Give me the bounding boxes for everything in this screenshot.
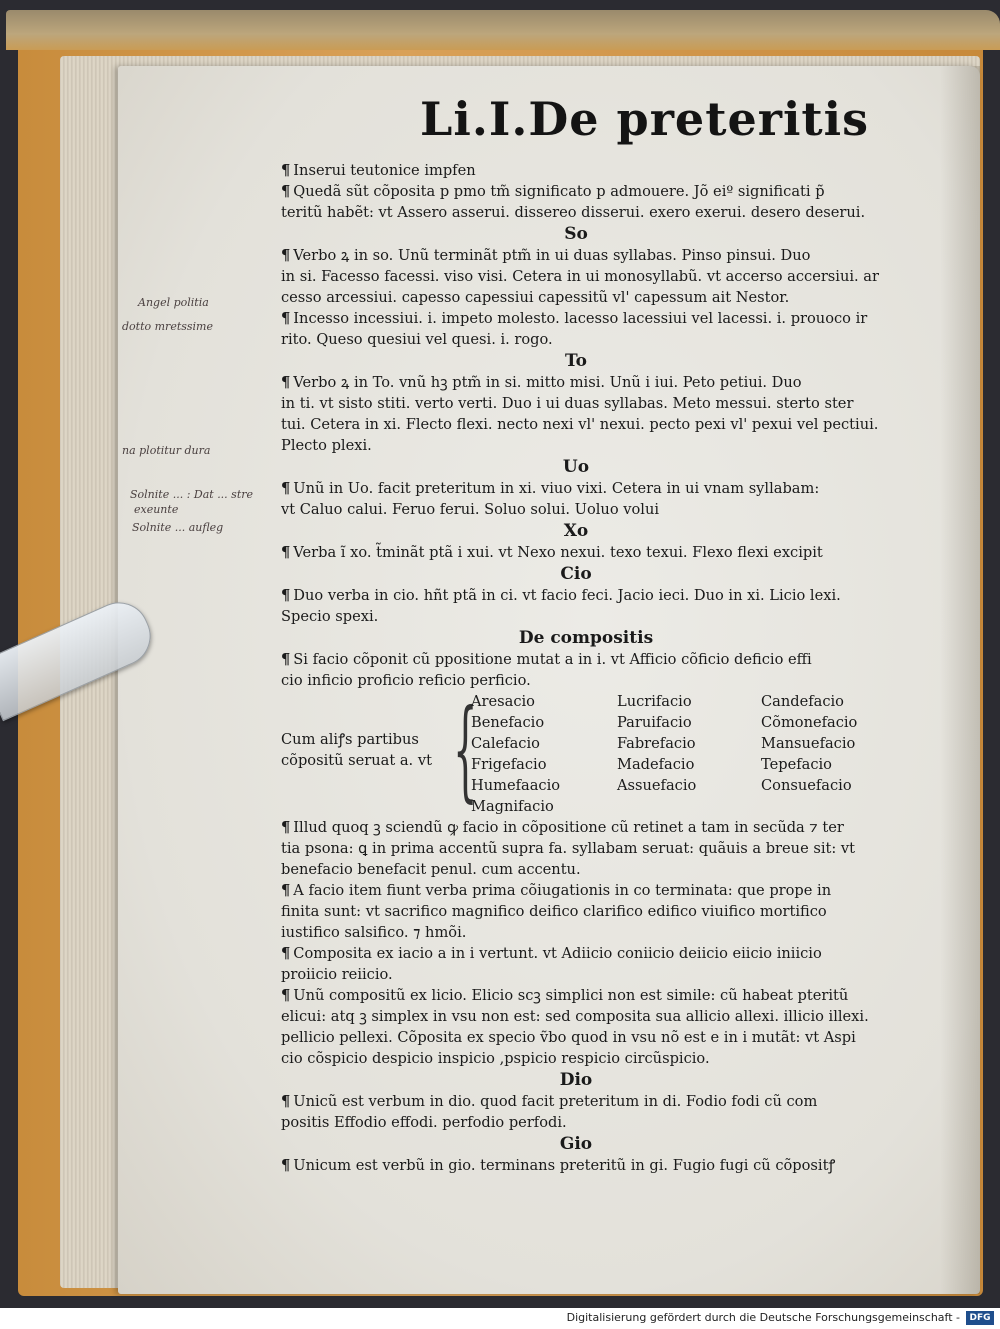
text-line: ¶ Verbo ꝝ in so. Unũ terminãt ptm̃ in ui duas syllabas. Pinso pinsui. Duo	[281, 247, 811, 264]
text-line: cesso arcessiui. capesso capessiui capessitũ vl' capessum ait Nestor.	[281, 289, 790, 306]
pilcrow-icon: ¶	[281, 247, 291, 264]
section-heading: Cio	[560, 564, 592, 584]
text-line: Specio spexi.	[281, 608, 379, 625]
table-column	[761, 691, 857, 796]
text-line: ¶ Unicũ est verbum in dio. quod facit preteritum in di. Fodio fodi cũ com	[281, 1093, 818, 1110]
pilcrow-icon: ¶	[281, 1093, 291, 1110]
table-cell: Madefacio	[617, 756, 695, 773]
compound-verb-table	[281, 685, 931, 817]
table-cell: Lucrifacio	[617, 693, 692, 710]
table-cell: Consuefacio	[761, 777, 852, 794]
page-header: Li.I.De preteritis	[420, 92, 870, 146]
text-line: benefacio benefacit penul. cum accentu.	[281, 861, 581, 878]
pilcrow-icon: ¶	[281, 544, 291, 561]
table-cell: Aresacio	[471, 693, 535, 710]
section-heading: Dio	[559, 1070, 593, 1090]
pilcrow-icon: ¶	[281, 945, 291, 962]
text-line: cio cõspicio despicio inspicio ,pspicio respicio circũspicio.	[281, 1050, 710, 1067]
text-line: tui. Cetera in xi. Flecto flexi. necto nexi vl' nexui. pecto pexi vl' pexui vel pectiui.	[281, 416, 879, 433]
text-line: proiicio reiicio.	[281, 966, 393, 983]
section-heading: Uo	[562, 457, 590, 477]
table-cell: Candefacio	[761, 693, 844, 710]
text-line: teritũ habẽt: vt Assero asserui. dissereo disserui. exero exerui. desero deserui.	[281, 204, 866, 221]
text-line: cio inficio proficio reficio perficio.	[281, 672, 531, 689]
table-cell: Humefaacio	[471, 777, 561, 794]
text-line: pellicio pellexi. Cõposita ex specio ṽbo quod in vsu nõ est e in i mutãt: vt Aspi	[281, 1029, 856, 1046]
section-heading: So	[564, 224, 588, 244]
table-cell: Tepefacio	[761, 756, 832, 773]
page-body	[281, 160, 931, 1176]
margin-note: Solnite ... : Dat ... stre	[130, 488, 254, 501]
pilcrow-icon: ¶	[281, 183, 291, 200]
text-line: in ti. vt sisto stiti. verto verti. Duo i ui duas syllabas. Meto messui. sterto ster	[281, 395, 854, 412]
pilcrow-icon: ¶	[281, 162, 291, 179]
text-line: ¶ Illud quoq ꝫ sciendũ ꝙ facio in cõpositione cũ retinet a tam in secũda ⁊ ter	[281, 819, 844, 836]
pilcrow-icon: ¶	[281, 310, 291, 327]
table-cell: Assuefacio	[617, 777, 697, 794]
footer-bar	[0, 1308, 1000, 1329]
text-line: ¶ A facio item fiunt verba prima cõiugationis in co terminata: que prope in	[281, 882, 832, 899]
text-line: rito. Queso quesiui vel quesi. i. rogo.	[281, 331, 553, 348]
text-line: tia psona: ꝗ in prima accentũ supra fa. syllabam seruat: quãuis a breue sit: vt	[281, 840, 856, 857]
table-cell: Frigefacio	[471, 756, 547, 773]
table-column	[617, 691, 696, 796]
text-line: finita sunt: vt sacrifico magnifico deifico clarifico edifico viuifico mortifico	[281, 903, 827, 920]
text-line: ¶ Verbo ꝝ in To. vnũ hꝫ ptm̃ in si. mitto misi. Unũ i iui. Peto petiui. Duo	[281, 374, 802, 391]
margin-note: dotto mretssime	[122, 320, 213, 333]
text-line: vt Caluo calui. Feruo ferui. Soluo solui. Uoluo volui	[281, 501, 660, 518]
pilcrow-icon: ¶	[281, 819, 291, 836]
text-line: iustifico salsifico. ⁊ hmõi.	[281, 924, 467, 941]
section-heading: De compositis	[518, 628, 654, 648]
table-cell: Fabrefacio	[617, 735, 696, 752]
text-line: ¶ Unicum est verbũ in gio. terminans preteritũ in gi. Fugio fugi cũ cõpositꝭ	[281, 1157, 836, 1174]
text-line: ¶ Unũ compositũ ex licio. Elicio scꝫ simplici non est simile: cũ habeat pteritũ	[281, 987, 849, 1004]
text-line: Plecto plexi.	[281, 437, 372, 454]
text-line: ¶ Inserui teutonice impfen	[281, 162, 476, 179]
book-board-edge	[6, 10, 1000, 50]
brace-icon: {	[453, 685, 478, 813]
dfg-logo-icon: DFG	[966, 1311, 994, 1325]
pilcrow-icon: ¶	[281, 480, 291, 497]
margin-note: na plotitur dura	[122, 444, 211, 457]
margin-note: Angel politia	[138, 296, 209, 309]
pilcrow-icon: ¶	[281, 1157, 291, 1174]
margin-note: Solnite ... aufleg	[132, 521, 224, 534]
pilcrow-icon: ¶	[281, 587, 291, 604]
text-line: positis Effodio effodi. perfodio perfodi.	[281, 1114, 567, 1131]
text-line: elicui: atq ꝫ simplex in vsu non est: sed composita sua allicio allexi. illicio illexi.	[281, 1008, 869, 1025]
text-line: ¶ Incesso incessiui. i. impeto molesto. lacesso lacessiui vel lacessi. i. prouoco ir	[281, 310, 868, 327]
table-cell: Benefacio	[471, 714, 545, 731]
table-cell: Calefacio	[471, 735, 540, 752]
text-line: ¶ Verba ĩ xo. t̃minãt ptã i xui. vt Nexo nexui. texo texui. Flexo flexi excipit	[281, 544, 823, 561]
funding-credit: Digitalisierung gefördert durch die Deutsche Forschungsgemeinschaft -	[566, 1311, 960, 1324]
table-cell: Mansuefacio	[761, 735, 856, 752]
table-column	[471, 691, 560, 817]
section-heading: To	[564, 351, 588, 371]
section-heading: Gio	[559, 1134, 593, 1154]
table-cell: Magnifacio	[471, 798, 554, 815]
text-line: ¶ Unũ in Uo. facit preteritum in xi. viuo vixi. Cetera in ui vnam syllabam:	[281, 480, 820, 497]
pilcrow-icon: ¶	[281, 651, 291, 668]
pilcrow-icon: ¶	[281, 987, 291, 1004]
text-line: ¶ Composita ex iacio a in i vertunt. vt Adiicio coniicio deiicio eiicio iniicio	[281, 945, 822, 962]
table-cell: Cõmonefacio	[761, 714, 858, 731]
text-line: in si. Facesso facessi. viso visi. Cetera in ui monosyllabũ. vt accerso accersiui. ar	[281, 268, 879, 285]
text-line: ¶ Duo verba in cio. hñt ptã in ci. vt facio feci. Jacio ieci. Duo in xi. Licio lexi.	[281, 587, 841, 604]
pilcrow-icon: ¶	[281, 882, 291, 899]
text-line: ¶ Quedã sũt cõposita p pmo tm̃ significato p admouere. Jõ eiº significati p̃	[281, 183, 825, 200]
pilcrow-icon: ¶	[281, 374, 291, 391]
section-heading: Xo	[563, 521, 589, 541]
table-cell: Paruifacio	[617, 714, 692, 731]
margin-note: exeunte	[134, 503, 179, 516]
text-line: ¶ Si facio cõponit cũ ppositione mutat a in i. vt Afficio cõficio deficio effi	[281, 651, 812, 668]
table-lead: Cum aliꝭs partibus cõpositũ seruat a. vt	[281, 731, 432, 769]
